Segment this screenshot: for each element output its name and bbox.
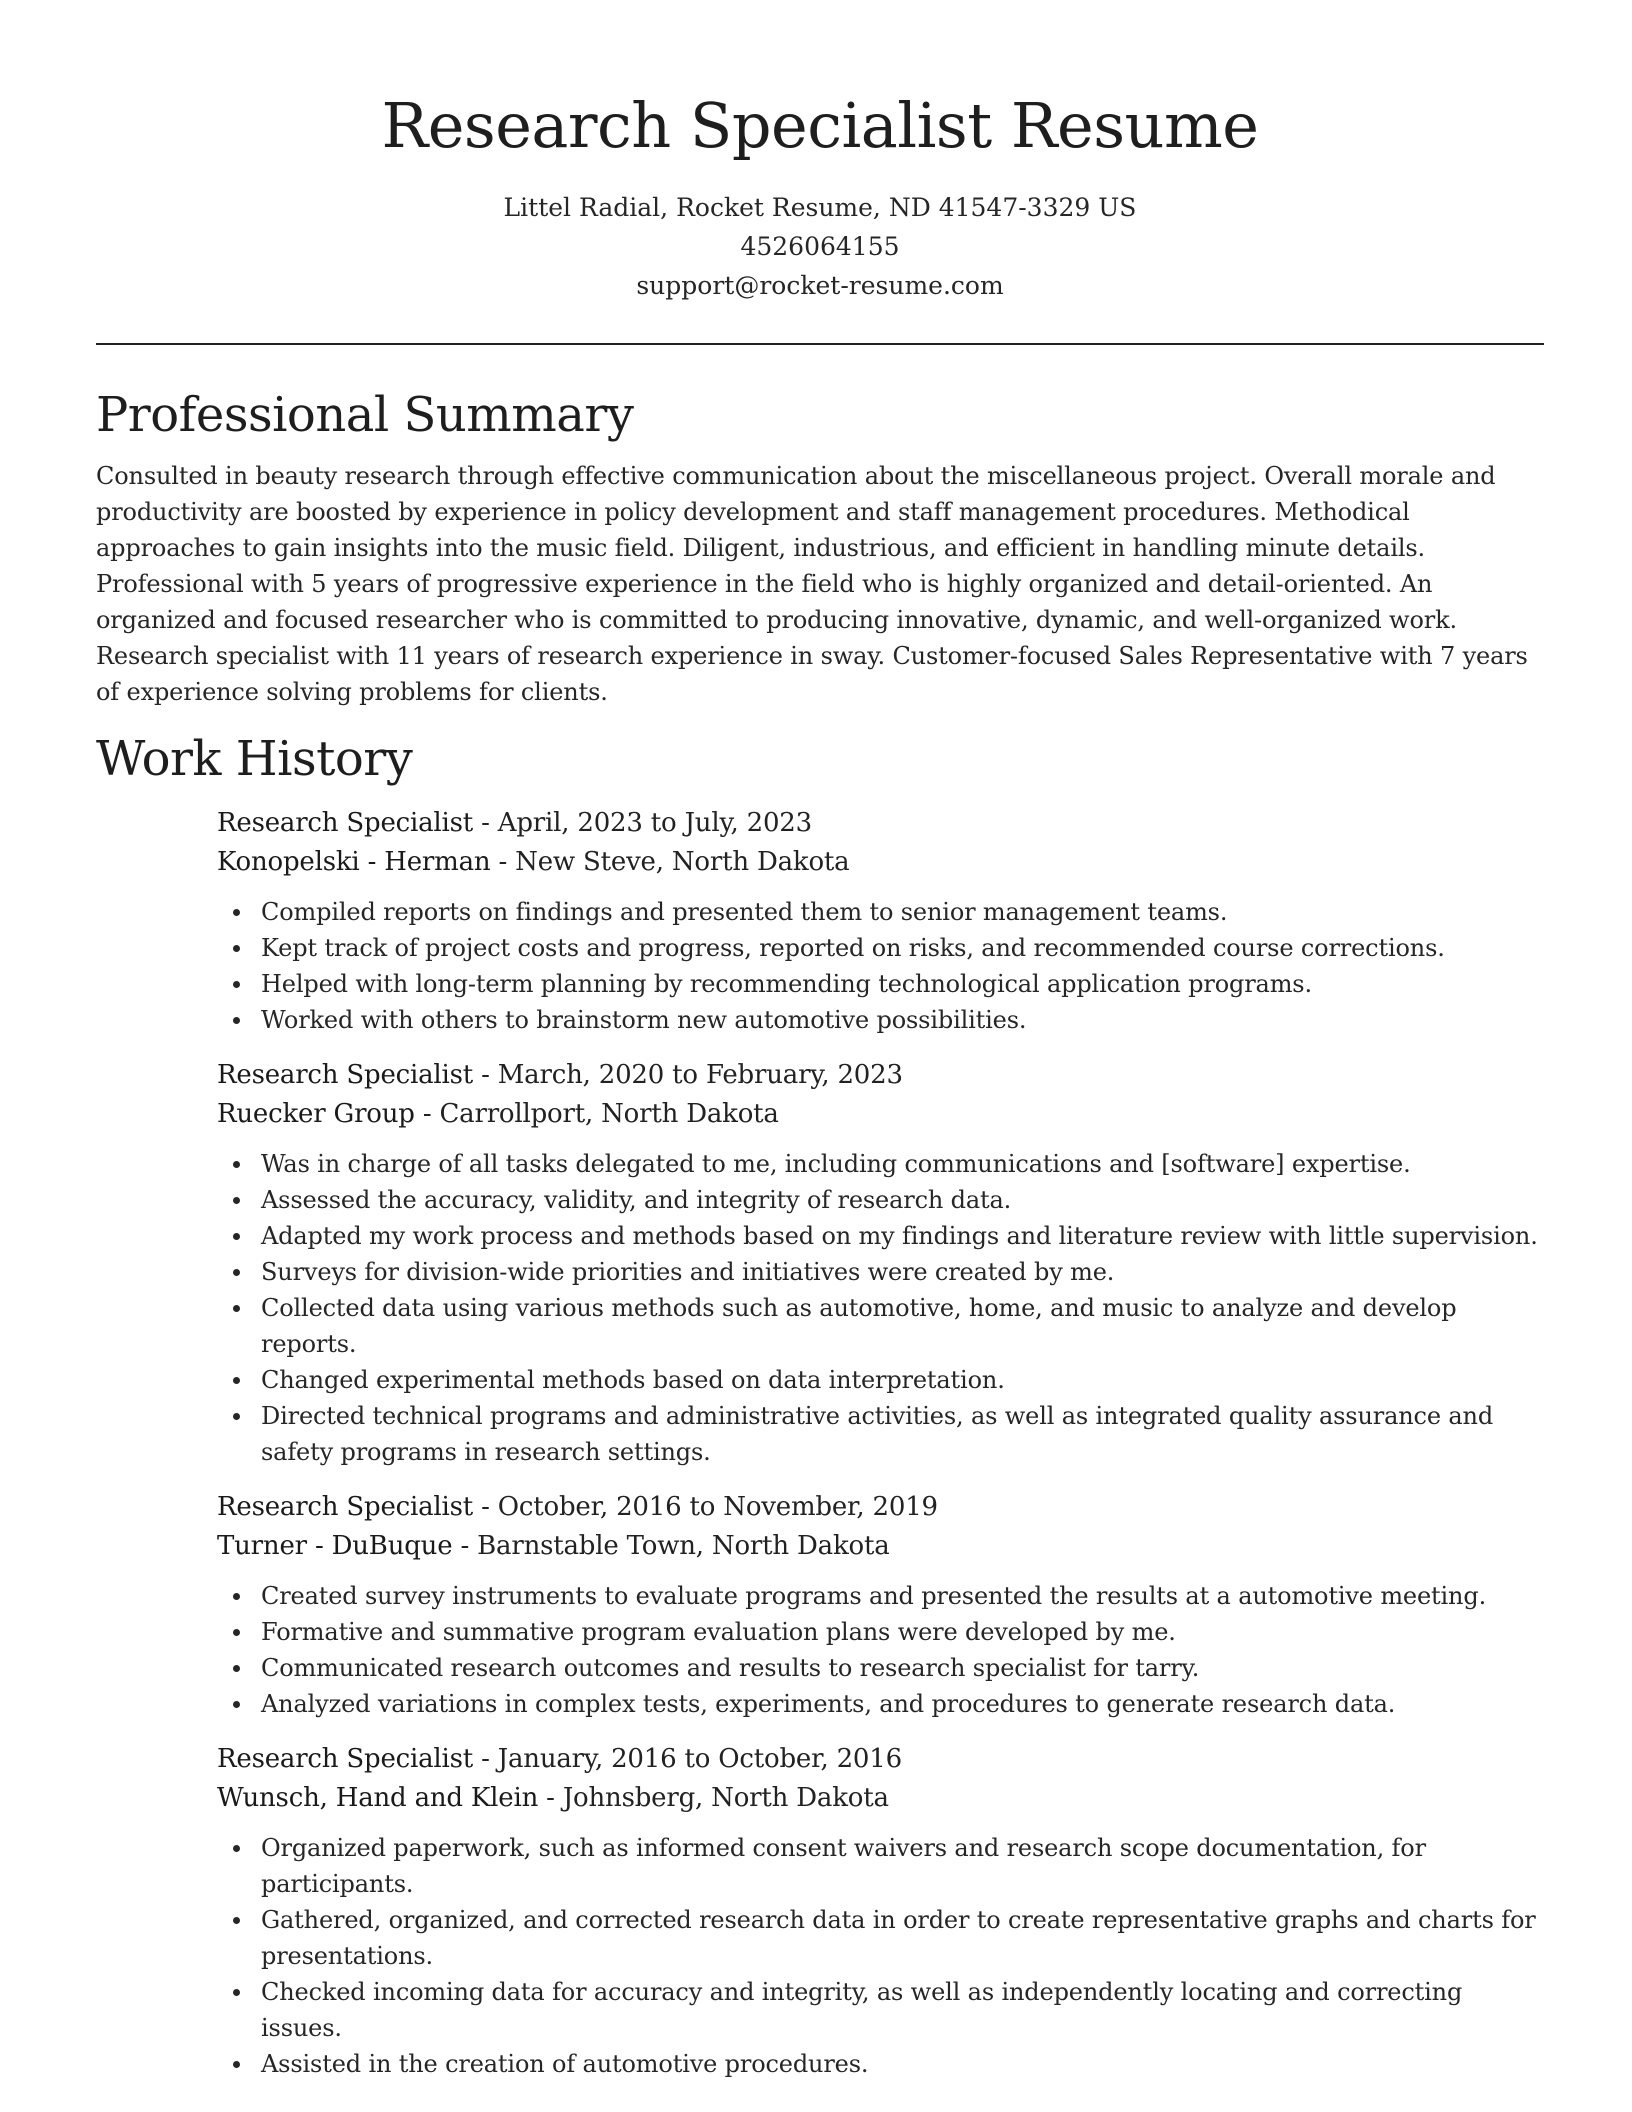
job-bullet: Analyzed variations in complex tests, experiments, and procedures to generate research data.: [261, 1686, 1544, 1722]
job-bullet: Kept track of project costs and progress, reported on risks, and recommended course corrections.: [261, 930, 1544, 966]
job-location: - Johnsberg, North Dakota: [538, 1783, 889, 1813]
job-bullets: [217, 1578, 1544, 1722]
job-company: Konopelski - Herman: [217, 847, 491, 877]
job-bullet: Created survey instruments to evaluate programs and presented the results at a automotive meeting.: [261, 1578, 1544, 1614]
job-list: [217, 804, 1544, 2082]
job-dates: - March, 2020 to February, 2023: [473, 1060, 903, 1090]
job-entry: [217, 1740, 1544, 2082]
job-company-line: [217, 1095, 1544, 1134]
job-bullet: Changed experimental methods based on data interpretation.: [261, 1362, 1544, 1398]
job-bullets: [217, 894, 1544, 1038]
job-company: Ruecker Group: [217, 1099, 415, 1129]
job-entry: [217, 1056, 1544, 1470]
job-bullet: Formative and summative program evaluation plans were developed by me.: [261, 1614, 1544, 1650]
job-company: Wunsch, Hand and Klein: [217, 1783, 539, 1813]
job-title-line: [217, 1056, 1544, 1095]
job-bullet: Collected data using various methods such as automotive, home, and music to analyze and develop reports.: [261, 1290, 1544, 1362]
summary-text: Consulted in beauty research through effective communication about the miscellaneous project. Overall morale and productivity are boosted by experience in policy development and staff management procedures. Methodical approaches to gain insights into the music field. Diligent, industrious, and efficient in handling minute details. Professional with 5 years of progressive experience in the field who is highly organized and detail-oriented. An organized and focused researcher who is committed to producing innovative, dynamic, and well-organized work. Research specialist with 11 years of research experience in sway. Customer-focused Sales Representative with 7 years of experience solving problems for clients.: [96, 462, 1528, 706]
resume-content: [96, 380, 1544, 2082]
summary-section: [96, 380, 1544, 710]
job-company-line: [217, 1779, 1544, 1818]
job-bullet: Directed technical programs and administrative activities, as well as integrated quality assurance and safety programs in research settings.: [261, 1398, 1544, 1470]
job-bullet: Assessed the accuracy, validity, and integrity of research data.: [261, 1182, 1544, 1218]
job-title: Research Specialist: [217, 1744, 474, 1774]
job-dates: - April, 2023 to July, 2023: [473, 808, 812, 838]
summary-heading: Professional Summary: [96, 387, 634, 443]
job-title-line: [217, 1488, 1544, 1527]
job-location: - Barnstable Town, North Dakota: [452, 1531, 890, 1561]
job-bullet: Gathered, organized, and corrected research data in order to create representative graphs and charts for presentations.: [261, 1902, 1544, 1974]
job-location: - Carrollport, North Dakota: [414, 1099, 779, 1129]
job-bullet: Assisted in the creation of automotive procedures.: [261, 2046, 1544, 2082]
job-bullet: Adapted my work process and methods based on my findings and literature review with little supervision.: [261, 1218, 1544, 1254]
job-company-line: [217, 843, 1544, 882]
job-bullets: [217, 1146, 1544, 1470]
contact-address: Littel Radial, Rocket Resume, ND 41547-3329 US: [503, 193, 1137, 222]
job-bullets: [217, 1830, 1544, 2082]
job-bullet: Organized paperwork, such as informed consent waivers and research scope documentation, for participants.: [261, 1830, 1544, 1902]
job-title: Research Specialist: [217, 1060, 474, 1090]
job-dates: - January, 2016 to October, 2016: [473, 1744, 902, 1774]
job-bullet: Was in charge of all tasks delegated to me, including communications and [software] expertise.: [261, 1146, 1544, 1182]
job-location: - New Steve, North Dakota: [490, 847, 850, 877]
job-company-line: [217, 1527, 1544, 1566]
job-title: Research Specialist: [217, 808, 474, 838]
resume-header: [96, 84, 1544, 305]
job-bullet: Communicated research outcomes and results to research specialist for tarry.: [261, 1650, 1544, 1686]
contact-email: support@rocket-resume.com: [636, 271, 1004, 300]
work-history-heading: Work History: [96, 731, 413, 787]
job-company: Turner - DuBuque: [217, 1531, 453, 1561]
resume-title: Research Specialist Resume: [381, 89, 1259, 162]
job-bullet: Worked with others to brainstorm new automotive possibilities.: [261, 1002, 1544, 1038]
job-entry: [217, 804, 1544, 1038]
job-bullet: Helped with long-term planning by recommending technological application programs.: [261, 966, 1544, 1002]
job-title-line: [217, 804, 1544, 843]
job-bullet: Compiled reports on findings and presented them to senior management teams.: [261, 894, 1544, 930]
job-bullet: Checked incoming data for accuracy and integrity, as well as independently locating and correcting issues.: [261, 1974, 1544, 2046]
contact-block: [96, 188, 1544, 305]
contact-phone: 4526064155: [740, 232, 900, 261]
header-divider: [96, 343, 1544, 345]
job-title-line: [217, 1740, 1544, 1779]
work-history-section: [96, 724, 1544, 2082]
job-entry: [217, 1488, 1544, 1722]
job-bullet: Surveys for division-wide priorities and initiatives were created by me.: [261, 1254, 1544, 1290]
job-title: Research Specialist: [217, 1492, 474, 1522]
job-dates: - October, 2016 to November, 2019: [473, 1492, 938, 1522]
